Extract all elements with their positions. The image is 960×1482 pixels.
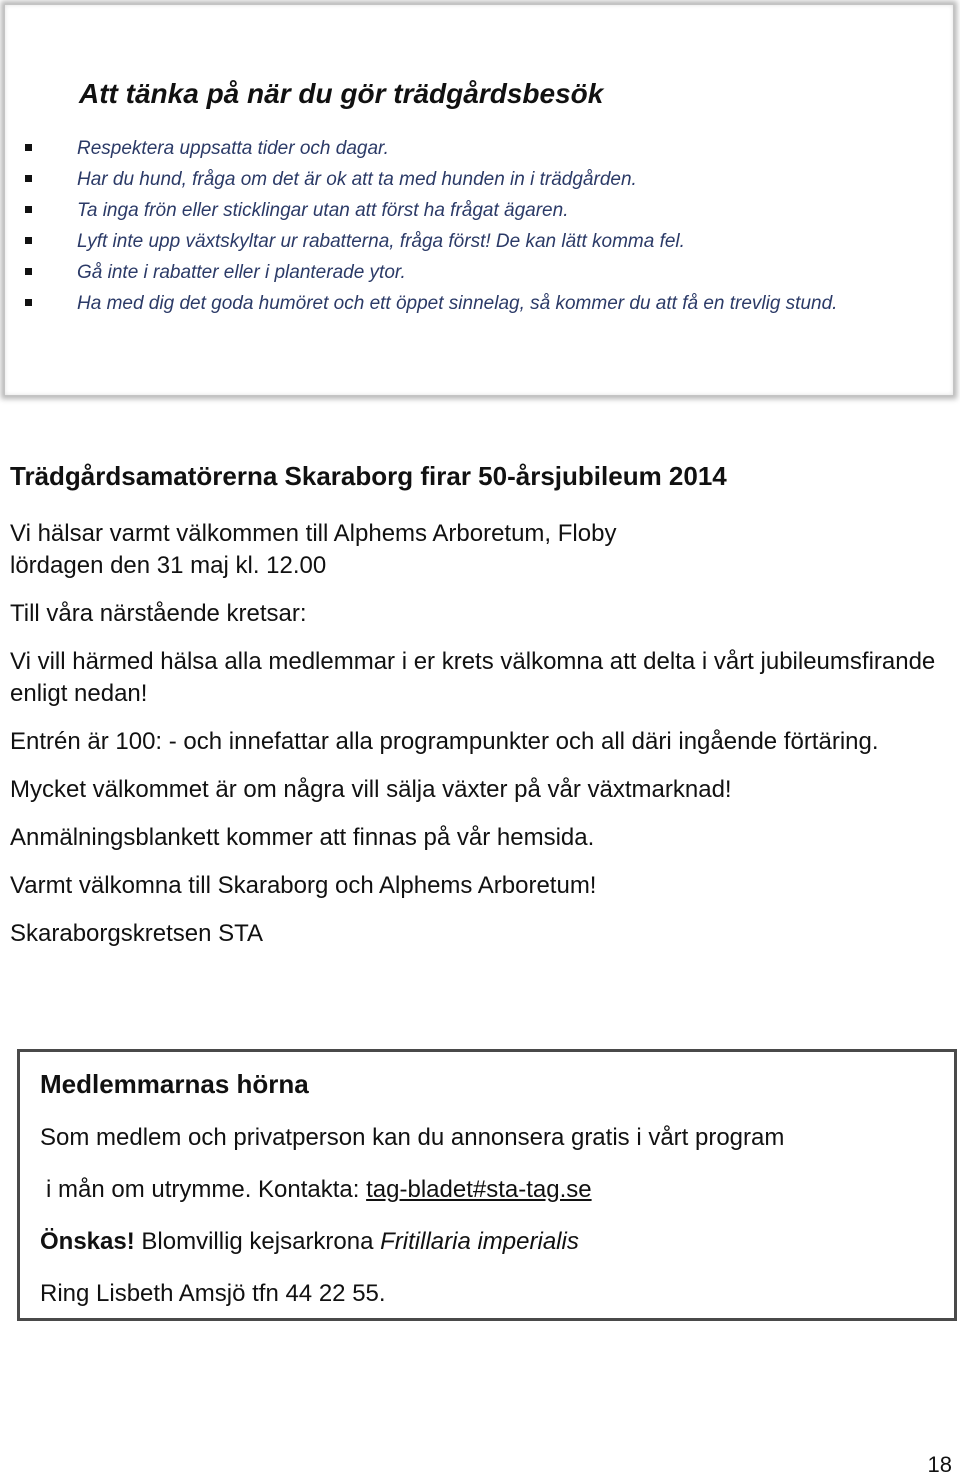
tip-text: Ha med dig det goda humöret och ett öppet sinnelag, så kommer du att få en trevlig stund. [77,293,838,314]
square-bullet-icon [25,237,32,244]
tips-title: Att tänka på när du gör trädgårdsbesök [79,78,604,109]
tip-text: Respektera uppsatta tider och dagar. [77,138,389,159]
square-bullet-icon [25,206,32,213]
event-date: lördagen den 31 maj kl. 12.00 [10,552,327,579]
square-bullet-icon [25,144,32,151]
contact-prefix: i mån om utrymme. Kontakta: [46,1176,367,1203]
square-bullet-icon [25,299,32,306]
members-corner-content [40,1066,930,1330]
event-announcement [10,458,940,966]
members-corner-box [17,1049,957,1321]
tip-text: Ta inga frön eller sticklingar utan att först ha frågat ägaren. [77,200,569,221]
page-number: 18 [927,1452,952,1477]
list-item [25,288,925,319]
tips-box [4,4,954,396]
tip-text: Har du hund, fråga om det är ok att ta med hunden in i trädgården. [77,169,637,190]
members-line2 [40,1174,930,1206]
email-link[interactable]: tag-bladet#sta-tag.se [366,1176,592,1203]
wanted-label: Önskas! [40,1228,135,1255]
event-invite: Vi vill härmed hälsa alla medlemmar i er krets välkomna att delta i vårt jubileumsfirande enligt nedan! [10,648,936,707]
list-item [25,164,925,195]
wanted-text: Blomvillig kejsarkrona [134,1228,381,1255]
event-closing: Varmt välkomna till Skaraborg och Alphems Arboretum! [10,872,597,899]
square-bullet-icon [25,268,32,275]
event-signature: Skaraborgskretsen STA [10,920,263,947]
event-fee: Entrén är 100: - och innefattar alla programpunkter och all däri ingående förtäring. [10,728,879,755]
list-item [25,257,925,288]
event-title: Trädgårdsamatörerna Skaraborg firar 50-årsjubileum 2014 [10,461,727,491]
event-welcome: Vi hälsar varmt välkommen till Alphems Arboretum, Floby [10,520,617,547]
event-address: Till våra närstående kretsar: [10,600,307,627]
list-item [25,226,925,257]
tips-list [25,133,925,319]
members-title: Medlemmarnas hörna [40,1069,309,1099]
wanted-latin-name: Fritillaria imperialis [380,1228,579,1255]
event-plants: Mycket välkommet är om några vill sälja växter på vår växtmarknad! [10,776,732,803]
list-item [25,133,925,164]
event-signup: Anmälningsblankett kommer att finnas på vår hemsida. [10,824,595,851]
list-item [25,195,925,226]
square-bullet-icon [25,175,32,182]
members-wanted [40,1226,930,1258]
tip-text: Gå inte i rabatter eller i planterade ytor. [77,262,406,283]
members-contact: Ring Lisbeth Amsjö tfn 44 22 55. [40,1280,386,1307]
members-line1: Som medlem och privatperson kan du annonsera gratis i vårt program [40,1124,785,1151]
tip-text: Lyft inte upp växtskyltar ur rabatterna, fråga först! De kan lätt komma fel. [77,231,685,252]
